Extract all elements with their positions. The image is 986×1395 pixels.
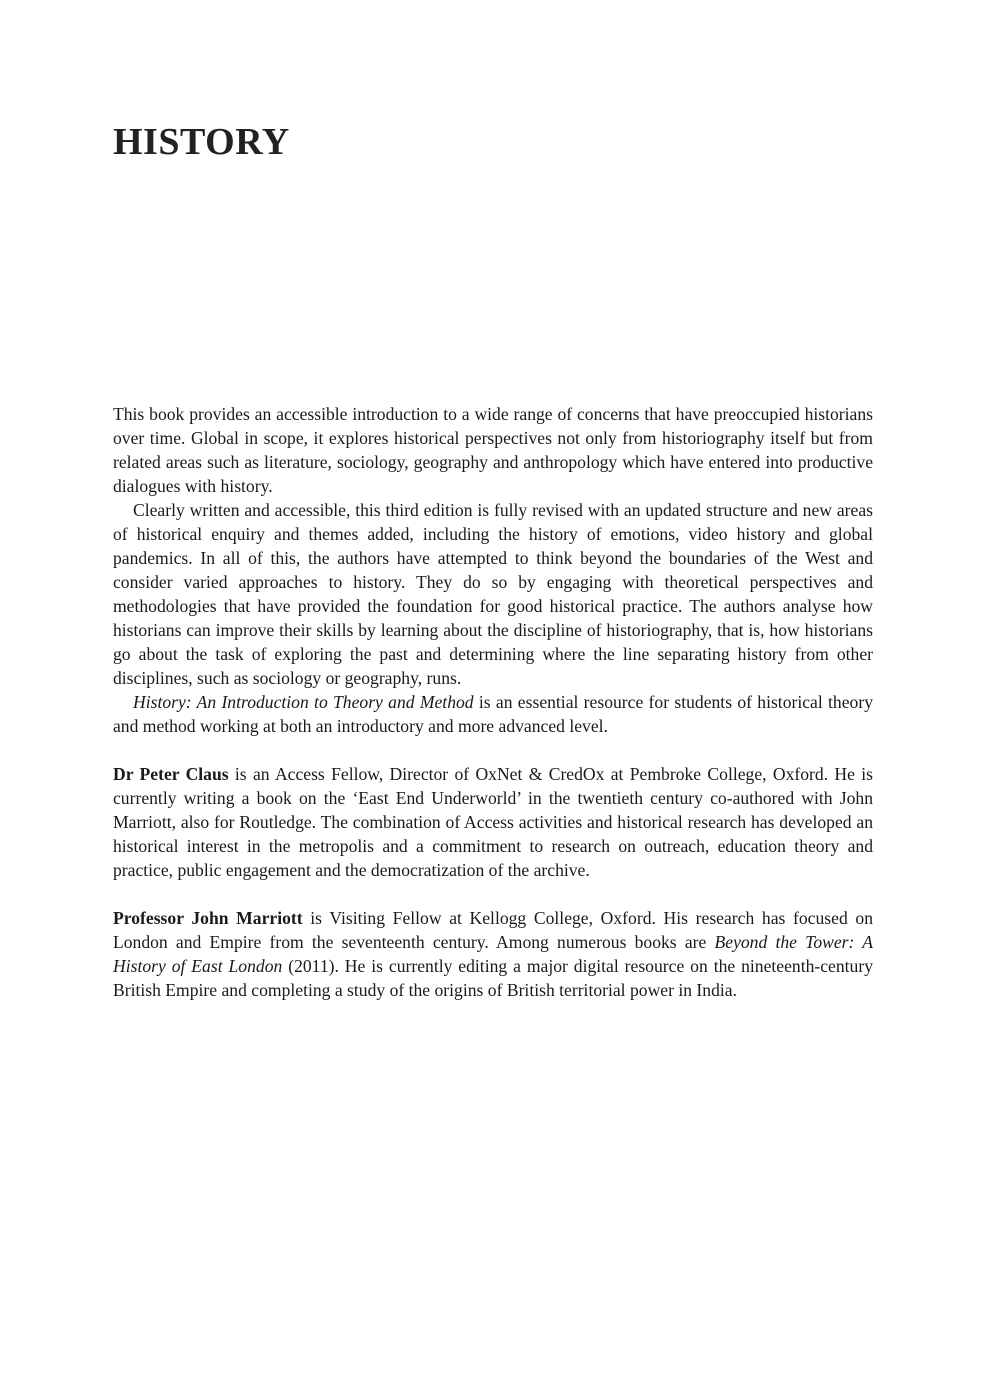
book-title: History: An Introduction to Theory and Method	[133, 692, 474, 712]
blurb-paragraph-1: This book provides an accessible introduction to a wide range of concerns that have preoccupied historians over time. Global in scope, it explores historical perspectives not only from historiography itself but from related areas such as literature, sociology, geography and anthropology which have entered into productive dialogues with history.	[113, 404, 873, 496]
author-bio-marriott-text-1: is Visiting Fellow at Kellogg College, Oxford. His research has focused on London and Empire from the seventeenth century. Among numerous books are	[113, 908, 873, 952]
page-heading: HISTORY	[113, 121, 290, 163]
blurb-paragraph-3-text: is an essential resource for students of historical theory and method working at both an introductory and more advanced level.	[113, 692, 873, 736]
author-bio-marriott	[113, 906, 873, 1002]
marriott-book-title: Beyond the Tower: A History of East London	[113, 932, 873, 976]
author-bio-claus-text: is an Access Fellow, Director of OxNet & CredOx at Pembroke College, Oxford. He is currently writing a book on the ‘East End Underworld’ in the twentieth century co-authored with John Marriott, also for Routledge. The combination of Access activities and historical research has developed an historical interest in the metropolis and a commitment to research on outreach, education theory and practice, public engagement and the democratization of the archive.	[113, 764, 873, 880]
body-text	[113, 402, 873, 1002]
author-bio-claus	[113, 762, 873, 882]
author-bio-marriott-text-2: (2011). He is currently editing a major digital resource on the nineteenth-century British Empire and completing a study of the origins of British territorial power in India.	[113, 956, 873, 1000]
blurb-paragraph-3	[113, 690, 873, 738]
author-name-claus: Dr Peter Claus	[113, 764, 229, 784]
blurb-paragraph-2: Clearly written and accessible, this third edition is fully revised with an updated structure and new areas of historical enquiry and themes added, including the history of emotions, video history and global pandemics. In all of this, the authors have attempted to think beyond the boundaries of the West and consider varied approaches to history. They do so by engaging with theoretical perspectives and methodologies that have provided the foundation for good historical practice. The authors analyse how historians can improve their skills by learning about the discipline of historiography, that is, how historians go about the task of exploring the past and determining where the line separating history from other disciplines, such as sociology or geography, runs.	[113, 500, 873, 688]
author-name-marriott: Professor John Marriott	[113, 908, 303, 928]
